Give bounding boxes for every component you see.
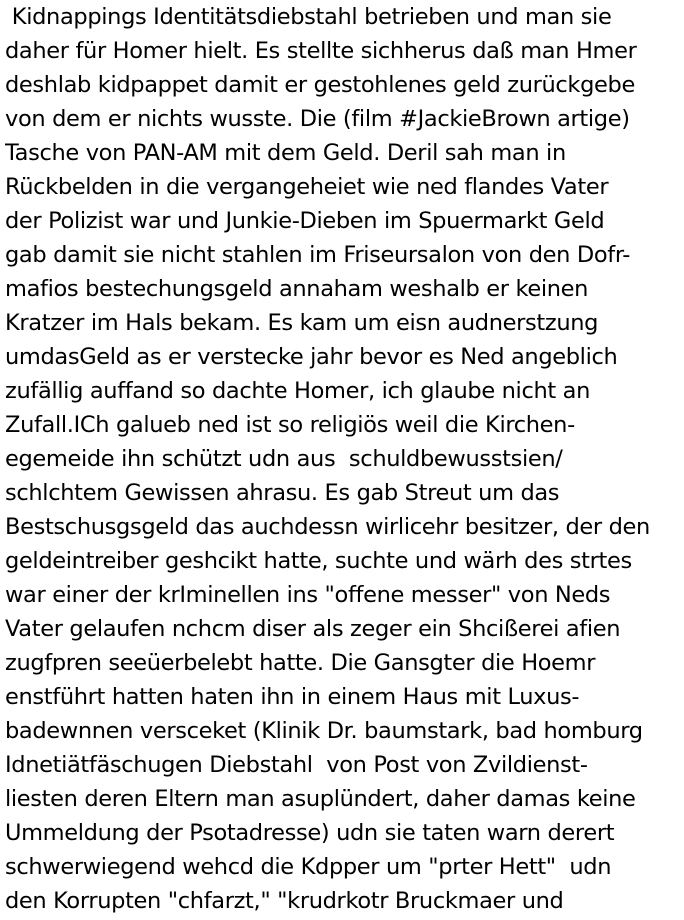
- text-line: Idnetiätfäschugen Diebstahl von Post von Zvildienst-: [5, 752, 588, 778]
- text-line: Zufall.ICh galueb ned ist so religiös weil die Kirchen-: [5, 412, 575, 438]
- text-line: zugfpren seeüerbelebt hatte. Die Gansgter die Hoemr: [5, 650, 596, 676]
- text-line: Bestschusgsgeld das auchdessn wirlicehr besitzer, der den: [5, 514, 650, 540]
- text-line: war einer der krIminellen ins "offene messer" von Neds: [5, 582, 611, 608]
- text-line: Kidnappings Identitätsdiebstahl betrieben und man sie: [5, 4, 612, 30]
- text-line: liesten deren Eltern man asuplündert, daher damas keine: [5, 786, 636, 812]
- text-line: gab damit sie nicht stahlen im Friseursalon von den Dofr-: [5, 242, 631, 268]
- text-line: den Korrupten "chfarzt," "krudrkotr Bruckmaer und: [5, 888, 564, 914]
- text-line: mafios bestechungsgeld annaham weshalb er keinen: [5, 276, 589, 302]
- text-line: Ummeldung der Psotadresse) udn sie taten warn derert: [5, 820, 615, 846]
- text-line: schwerwiegend wehcd die Kdpper um "prter Hett" udn: [5, 854, 612, 880]
- text-line: zufällig auffand so dachte Homer, ich glaube nicht an: [5, 378, 591, 404]
- text-line: daher für Homer hielt. Es stellte sichherus daß man Hmer: [5, 38, 637, 64]
- text-line: schlchtem Gewissen ahrasu. Es gab Streut um das: [5, 480, 560, 506]
- text-line: der Polizist war und Junkie-Dieben im Spuermarkt Geld: [5, 208, 605, 234]
- text-line: Kratzer im Hals bekam. Es kam um eisn audnerstzung: [5, 310, 599, 336]
- text-line: enstführt hatten haten ihn in einem Haus mit Luxus-: [5, 684, 580, 710]
- text-line: von dem er nichts wusste. Die (film #JackieBrown artige): [5, 106, 630, 132]
- document-page: [5, 0, 681, 920]
- text-line: geldeintreiber geshcikt hatte, suchte und wärh des strtes: [5, 548, 632, 574]
- text-line: egemeide ihn schützt udn aus schuldbewusstsien/: [5, 446, 563, 472]
- text-line: deshlab kidpappet damit er gestohlenes geld zurückgebe: [5, 72, 635, 98]
- text-line: Tasche von PAN-AM mit dem Geld. Deril sah man in: [5, 140, 566, 166]
- text-line: Rückbelden in die vergangeheiet wie ned flandes Vater: [5, 174, 609, 200]
- text-line: umdasGeld as er verstecke jahr bevor es Ned angeblich: [5, 344, 618, 370]
- text-line: badewnnen versceket (Klinik Dr. baumstark, bad homburg: [5, 718, 643, 744]
- text-line: Vater gelaufen nchcm diser als zeger ein Shcißerei afien: [5, 616, 621, 642]
